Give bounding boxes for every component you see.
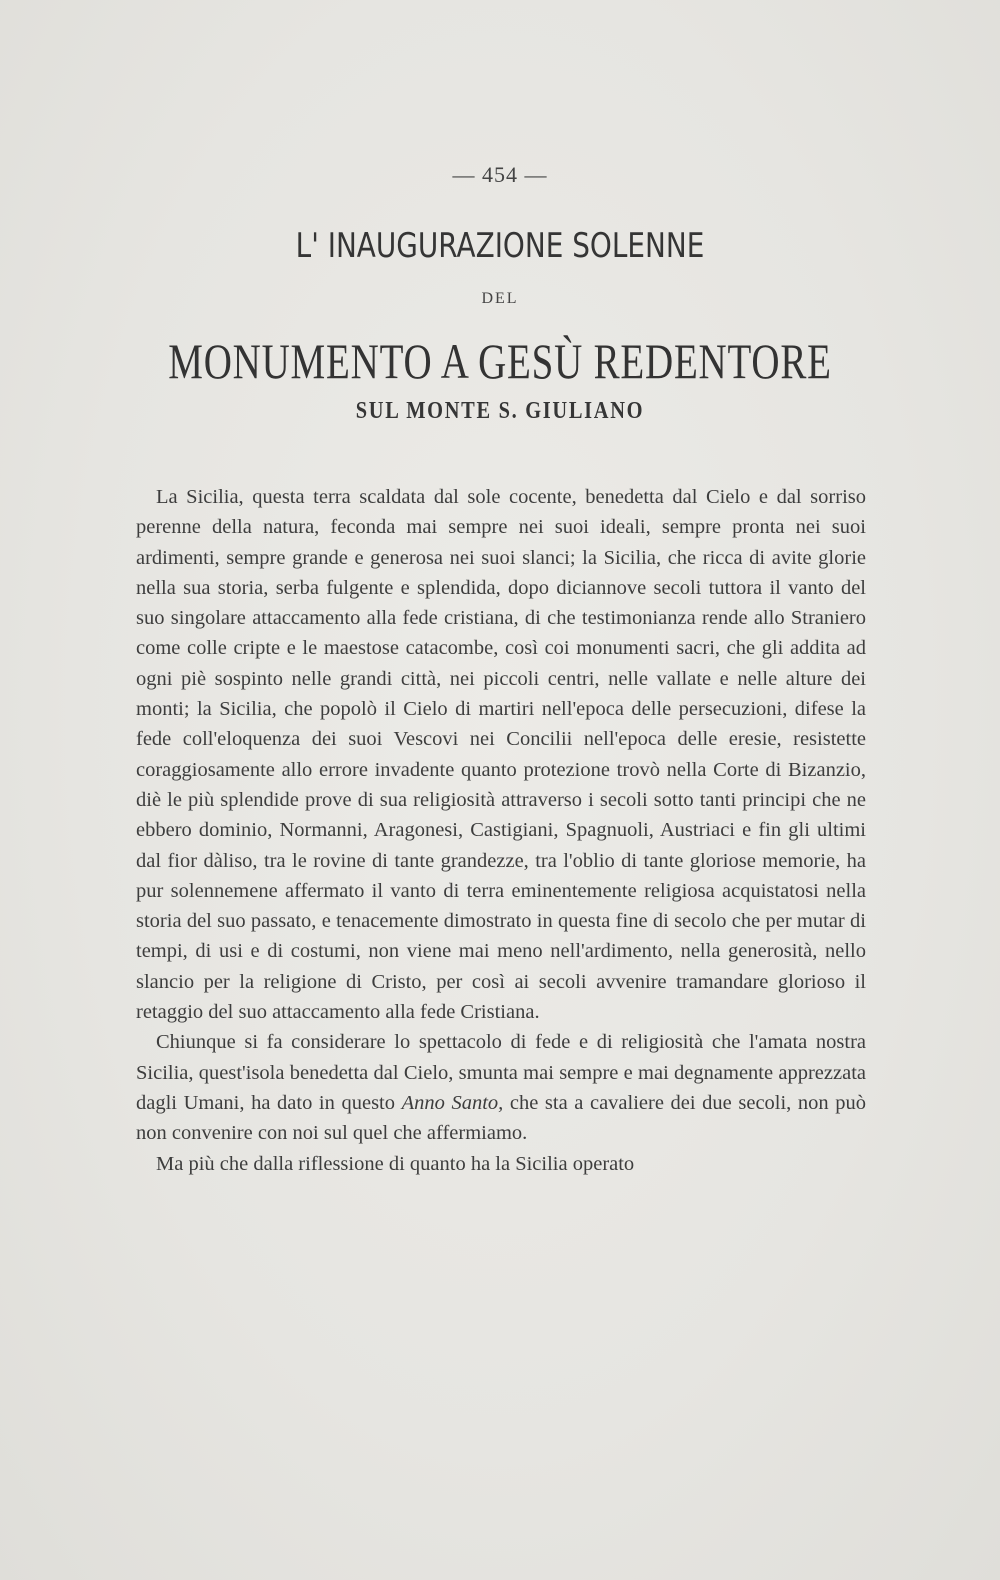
paragraph-3: Ma più che dalla riflessione di quanto ha la Sicilia operato — [156, 1152, 635, 1175]
article-title-line-1: L' INAUGURAZIONE SOLENNE — [295, 226, 705, 266]
article-body — [136, 482, 866, 1179]
paragraph-2-text-before: Chiunque si fa considerare lo spettacolo di fede e di religiosità che l'amata nostra Sicilia, quest'isola benedetta dal Cielo, smunta mai sempre e mai degnamente apprezzata dagli Umani, ha dato in questo — [136, 1031, 866, 1114]
paragraph-2 — [136, 1027, 866, 1148]
article-title-line-4: SUL MONTE S. GIULIANO — [355, 398, 645, 424]
page-number: — 454 — — [452, 162, 548, 187]
article-title-line-3: MONUMENTO A GESÙ REDENTORE — [168, 333, 832, 389]
paragraph-2-italic-text: Anno Santo, — [401, 1091, 504, 1114]
paragraph-1: La Sicilia, questa terra scaldata dal sole cocente, benedetta dal Cielo e dal sorriso perenne della natura, feconda mai sempre nei suoi ideali, sempre pronta nei suoi ardimenti, sempre grande e generosa nei suoi slanci; la Sicilia, che ricca di avite glorie nella sua storia, serba fulgente e splendida, dopo diciannove secoli tuttora il vanto del suo singolare attaccamento alla fede cristiana, di che testimonianza rende allo Straniero come colle cripte e le maestose catacombe, così coi monumenti sacri, che gli addita ad ogni piè sospinto nelle grandi città, nei piccoli centri, nelle vallate e nelle alture dei monti; la Sicilia, che popolò il Cielo di martiri nell'epoca delle persecuzioni, difese la fede coll'eloquenza dei suoi Vescovi nei Concilii nell'epoca delle eresie, resistette coraggiosamente allo errore invadente quanto protezione trovò nella Corte di Bizanzio, diè le più splendide prove di sua religiosità attraverso i secoli sotto tanti principi che ne ebbero dominio, Normanni, Aragonesi, Castigiani, Spagnuoli, Austriaci e fin gli ultimi dal fior dàliso, tra le rovine di tante grandezze, tra l'oblio di tante gloriose memorie, ha pur solennemene affermato il vanto di terra eminentemente religiosa acquistatosi nella storia del suo passato, e tenacemente dimostrato in questa fine di secolo che per mutar di tempi, di usi e di costumi, non viene mai meno nell'ardimento, nella generosità, nello slancio per la religione di Cristo, per così ai secoli avvenire tramandare glorioso il retaggio del suo attaccamento alla fede Cristiana. — [136, 486, 866, 1024]
paragraph-2-text-after: che sta a cavaliere dei due secoli, non può non convenire con noi sul quel che affermiamo. — [136, 1091, 866, 1145]
article-title-line-2: DEL — [481, 290, 519, 307]
